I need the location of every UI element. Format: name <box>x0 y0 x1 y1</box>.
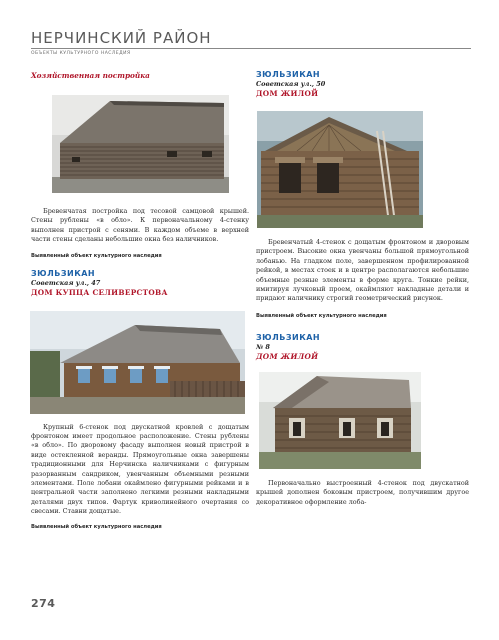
header-divider <box>31 48 471 49</box>
entry-description: Бревенчатая постройка под тесовой самцовой крышей. Стены рублены «в обло». К первоначальному 4-стенку выполнен пристрой с сенями. В каждом объеме в верхней части стены сделаны небольшие окна без наличников. <box>31 207 249 244</box>
heritage-note: Выявленный объект культурного наследия <box>256 312 387 319</box>
heritage-note: Выявленный объект культурного наследия <box>31 523 162 530</box>
house-title: ДОМ ЖИЛОЙ <box>256 351 319 361</box>
heritage-note: Выявленный объект культурного наследия <box>31 252 162 259</box>
street-address: Советская ул., 50 <box>256 80 326 88</box>
street-address: Советская ул., 47 <box>31 278 101 287</box>
street-address: № 8 <box>256 342 270 351</box>
photo-residential-house-8 <box>259 372 469 469</box>
entry-description: Бревенчатый 4-стенок с дощатым фронтоном и дворовым пристроем. Высокие окна увенчаны большой прямоугольной лобанью. На гладком поле, завершенном профилированной рейкой, в местах стоек и в центре располагаются небольшие объемные резные элементы в форме круга. Тонкие рейки, имитируя лучковый проем, окаймляют накладные детали и придают наличнику строгий геометрический рисунок. <box>256 238 469 303</box>
entry-description: Крупный 6-стенок под двускатной кровлей с дощатым фронтоном имеет продольное расположение. Стены рублены «в обло». По дворовому фасаду выполнен новый пристрой в виде остекленной веранды. Прямоугольные окна завершены традиционными для Нерчинска наличниками с фигурным разорванным сандриком, увенчанным объемными резными элементами. Поле лобани окаймлено фигурными рейками и в центральной части заполнено легкими резными накладными деталями двух типов. Фартук криволинейного очертания со свесами. Ставни дощатые. <box>31 422 249 516</box>
left-column <box>31 70 249 530</box>
village-name: ЗЮЛЬЗИКАН <box>256 332 321 342</box>
photo-residential-house-50 <box>257 111 469 228</box>
village-name: ЗЮЛЬЗИКАН <box>256 70 321 79</box>
page-header <box>31 30 471 56</box>
right-column <box>256 70 469 507</box>
photo-outbuilding <box>52 95 249 193</box>
page-number: 274 <box>31 597 56 610</box>
entry-title: Хозяйственная постройка <box>31 71 150 80</box>
house-title: ДОМ ЖИЛОЙ <box>256 89 319 98</box>
house-title: ДОМ КУПЦА СЕЛИВЕРСТОВА <box>31 287 168 297</box>
village-name: ЗЮЛЬЗИКАН <box>31 268 96 278</box>
entry-description: Первоначально выстроенный 4-стенок под двускатной крышей дополнен боковым пристроем, получившим другое декоративное оформление лоба- <box>256 478 469 506</box>
photo-merchant-house <box>30 311 249 414</box>
region-title: НЕРЧИНСКИЙ РАЙОН <box>31 29 212 47</box>
region-subtitle: ОБЪЕКТЫ КУЛЬТУРНОГО НАСЛЕДИЯ <box>31 51 131 56</box>
